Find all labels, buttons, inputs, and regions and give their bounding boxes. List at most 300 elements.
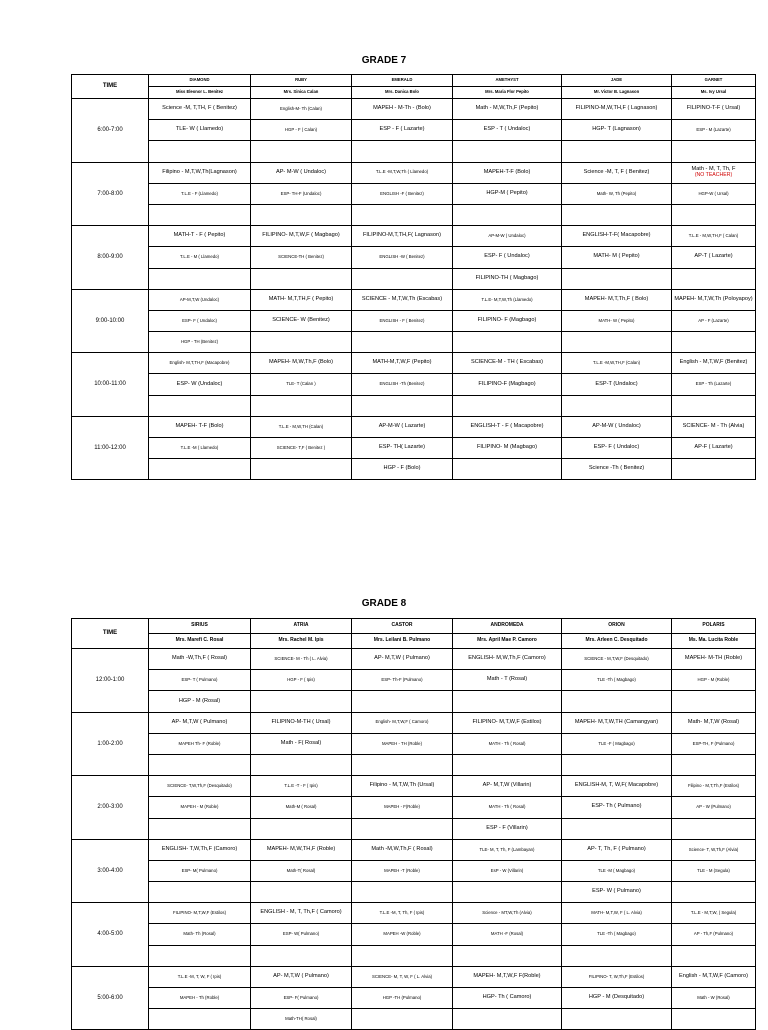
class-cell bbox=[149, 818, 251, 839]
class-subject-text: TLE -M ( Magbago) bbox=[597, 867, 636, 873]
class-subject-text: Math - M,W,Th,F (Pepito) bbox=[475, 105, 539, 112]
class-subject-text: FILIPINO- M (Magbago) bbox=[477, 444, 537, 451]
class-subject-text: FILIPINO- T, W,Th,F (Estilos) bbox=[588, 973, 645, 979]
class-cell bbox=[352, 733, 453, 754]
class-subject-text: MAPEH - Th (Roble) bbox=[179, 994, 220, 1000]
class-cell bbox=[149, 374, 251, 395]
class-subject-text: HGP- T (Lagnason) bbox=[592, 126, 641, 133]
class-subject-text: ESP- M( Pulmano) bbox=[181, 867, 218, 873]
class-cell bbox=[149, 247, 251, 268]
class-cell bbox=[672, 924, 756, 945]
class-cell bbox=[672, 353, 756, 374]
class-cell bbox=[562, 754, 672, 775]
class-subject-text: Math - F( Rosal) bbox=[280, 739, 322, 746]
time-slot: 6:00-7:00 bbox=[72, 99, 149, 163]
class-cell bbox=[352, 310, 453, 331]
class-cell bbox=[453, 1009, 562, 1030]
class-subject-text: ESP- F( Pulmano) bbox=[283, 994, 319, 1000]
adviser-name: Mrs. Danica Bolo bbox=[352, 87, 453, 99]
class-subject-text: AP - Th,F (Pulmano) bbox=[693, 931, 734, 937]
class-subject-text: ENGLISH-T - F ( Macapobre) bbox=[470, 422, 544, 429]
class-cell bbox=[453, 945, 562, 966]
class-cell bbox=[352, 839, 453, 860]
adviser-name: Mr. Victor B. Lagnason bbox=[562, 87, 672, 99]
class-cell bbox=[149, 776, 251, 797]
class-cell bbox=[251, 754, 352, 775]
class-cell bbox=[149, 988, 251, 1009]
schedule-row bbox=[72, 204, 756, 225]
class-subject-text: MAPEH- M,T,W,TH (Camangyan) bbox=[574, 718, 659, 725]
class-subject-text: MATH - Th ( Rosal) bbox=[488, 804, 526, 810]
class-subject-text: AP-M-W ( Lazarte) bbox=[378, 422, 426, 429]
class-cell bbox=[672, 1009, 756, 1030]
class-cell bbox=[562, 416, 672, 437]
class-cell bbox=[352, 289, 453, 310]
class-subject-text: English- M,T,W,F ( Camoro) bbox=[375, 719, 429, 725]
class-subject-text: MAPEH - TH (Roble) bbox=[381, 740, 423, 746]
class-cell bbox=[251, 649, 352, 670]
class-cell bbox=[562, 966, 672, 987]
schedule-row bbox=[72, 268, 756, 289]
class-cell bbox=[453, 733, 562, 754]
time-slot: 10:00-11:00 bbox=[72, 353, 149, 417]
class-cell bbox=[251, 395, 352, 416]
class-cell bbox=[149, 966, 251, 987]
section-header: POLARIS bbox=[672, 619, 756, 634]
class-cell bbox=[149, 204, 251, 225]
class-subject-text: Math -W,Th,F ( Rosal) bbox=[171, 655, 227, 662]
class-cell bbox=[672, 289, 756, 310]
class-cell bbox=[562, 903, 672, 924]
schedule-row bbox=[72, 924, 756, 945]
class-subject-text: ESP- W( Pulmano) bbox=[282, 931, 320, 937]
class-subject-text: AP- M,T,W ( Pulmano) bbox=[171, 718, 228, 725]
class-subject-text: SCIENCE- M - Th (Alvia) bbox=[682, 422, 745, 429]
schedule-row bbox=[72, 712, 756, 733]
class-subject-text: T.L.E -M,W,TH,F (Calan) bbox=[592, 360, 641, 366]
class-subject-text: T.L.E - M,W,TH (Calan) bbox=[278, 423, 324, 429]
class-subject-text: FILIPINO-TH ( Magbago) bbox=[475, 274, 539, 281]
adviser-name: Mrs. Arleen C. Desquitado bbox=[562, 634, 672, 649]
class-subject-text: ENGLISH-M, T, W,F( Macapobre) bbox=[574, 782, 659, 789]
class-subject-text: T.L.E -T - F ( Ipis) bbox=[284, 782, 318, 788]
class-subject-text: TLE - M (Segula) bbox=[697, 867, 730, 873]
class-cell bbox=[251, 204, 352, 225]
class-cell bbox=[149, 353, 251, 374]
class-cell bbox=[672, 966, 756, 987]
class-cell bbox=[251, 99, 352, 120]
class-subject-text: MAPEH -W (Roble) bbox=[383, 931, 421, 937]
class-cell bbox=[672, 438, 756, 459]
adviser-name: Ms. Ivy Ursal bbox=[672, 87, 756, 99]
class-cell bbox=[562, 670, 672, 691]
class-cell bbox=[672, 395, 756, 416]
class-cell bbox=[562, 839, 672, 860]
time-slot: 3:00-4:00 bbox=[72, 839, 149, 903]
class-subject-text: AP - W (Pulmano) bbox=[696, 804, 731, 810]
class-cell bbox=[251, 416, 352, 437]
class-cell bbox=[149, 310, 251, 331]
section-header: AMETHYST bbox=[453, 75, 562, 87]
class-subject-text: Math-M ( Rosal) bbox=[285, 804, 317, 810]
time-slot: 5:00-6:00 bbox=[72, 966, 149, 1030]
class-cell bbox=[352, 818, 453, 839]
schedule-row bbox=[72, 776, 756, 797]
class-cell bbox=[251, 438, 352, 459]
class-subject-text: ESP - Th (Lazarte) bbox=[695, 381, 732, 387]
schedule-row bbox=[72, 988, 756, 1009]
class-cell bbox=[453, 395, 562, 416]
class-cell bbox=[251, 310, 352, 331]
class-cell bbox=[149, 268, 251, 289]
class-subject-text: TLE- T (Calan ) bbox=[286, 381, 316, 387]
class-cell bbox=[149, 1009, 251, 1030]
section-header: GARNET bbox=[672, 75, 756, 87]
class-cell bbox=[672, 712, 756, 733]
class-cell bbox=[149, 226, 251, 247]
class-cell bbox=[453, 754, 562, 775]
class-subject-text: AP- M,T,W (Villarin) bbox=[482, 782, 532, 789]
class-cell bbox=[149, 733, 251, 754]
class-subject-text: ENGLISH- M,W,Th,F (Camoro) bbox=[468, 655, 546, 662]
class-subject-text: T.L.E -M ( Llamedo) bbox=[180, 444, 219, 450]
class-cell bbox=[352, 268, 453, 289]
class-subject-text: T.L.E - F (Llamedo) bbox=[181, 190, 218, 196]
class-subject-text: HGP - M (Rosal) bbox=[178, 697, 221, 704]
class-subject-text: ESP- W ( Pulmano) bbox=[592, 888, 641, 895]
class-cell bbox=[562, 818, 672, 839]
class-subject-text: SCIENCE- M, T, W, F ( L. Alvia) bbox=[371, 973, 433, 979]
schedule-row bbox=[72, 395, 756, 416]
class-cell bbox=[352, 797, 453, 818]
class-cell bbox=[251, 459, 352, 480]
class-cell bbox=[562, 141, 672, 162]
time-slot: 1:00-2:00 bbox=[72, 712, 149, 776]
class-cell bbox=[562, 649, 672, 670]
section-header: ANDROMEDA bbox=[453, 619, 562, 634]
class-subject-text: ENGLISH-T-F( Macapobre) bbox=[582, 232, 651, 239]
class-cell bbox=[672, 776, 756, 797]
class-cell bbox=[562, 247, 672, 268]
class-cell bbox=[562, 162, 672, 183]
class-cell bbox=[149, 395, 251, 416]
class-subject-text: T.L.E- M,T,W,Th (Llamedo) bbox=[481, 296, 533, 302]
class-subject-text: MATH - Th ( Rosal) bbox=[488, 740, 526, 746]
schedule-row bbox=[72, 332, 756, 353]
class-subject-text: HGP-W ( Ursal) bbox=[698, 190, 729, 196]
class-cell bbox=[672, 268, 756, 289]
class-cell bbox=[149, 860, 251, 881]
class-cell bbox=[562, 183, 672, 204]
class-subject-text: HGP -TH (Pulmano) bbox=[382, 994, 422, 1000]
schedule-row bbox=[72, 416, 756, 437]
class-subject-text: MAPEH- M,T,W,Th (Poloyapoy) bbox=[674, 295, 753, 302]
class-cell bbox=[672, 204, 756, 225]
class-subject-text: ESP- F ( Undaloc) bbox=[484, 253, 530, 260]
class-cell bbox=[352, 712, 453, 733]
class-cell bbox=[562, 459, 672, 480]
class-cell bbox=[453, 162, 562, 183]
class-subject-text: HGP - M (Desquitado) bbox=[588, 994, 645, 1001]
class-cell bbox=[453, 268, 562, 289]
class-cell bbox=[352, 924, 453, 945]
class-cell bbox=[562, 882, 672, 903]
class-subject-text: FILIPINO- M,T,W,F ( Magbago) bbox=[262, 232, 340, 239]
class-cell bbox=[251, 268, 352, 289]
class-subject-text: T.L.E - M,W,TH,F ( Calan) bbox=[688, 232, 739, 238]
class-subject-text: MAPEH- M-TH (Roble) bbox=[684, 655, 743, 662]
class-cell bbox=[149, 691, 251, 712]
adviser-name: Mrs. Sinica Calan bbox=[251, 87, 352, 99]
class-cell bbox=[453, 882, 562, 903]
class-cell bbox=[453, 332, 562, 353]
class-subject-text: Math- M,T,W (Rosal) bbox=[687, 718, 740, 725]
class-cell bbox=[672, 162, 756, 183]
class-cell bbox=[251, 903, 352, 924]
class-subject-text: MAPEH -T (Roble) bbox=[384, 867, 420, 873]
class-subject-text: HGP - M (Roble) bbox=[697, 677, 730, 683]
class-cell bbox=[352, 395, 453, 416]
class-cell bbox=[562, 332, 672, 353]
class-cell bbox=[149, 903, 251, 924]
class-subject-text: EsP - W (Villarin) bbox=[490, 867, 524, 873]
class-subject-text: T.L.E - M ( Llamedo) bbox=[180, 254, 219, 260]
class-subject-text: MAPEH- M,W,Th,F (Bolo) bbox=[268, 359, 334, 366]
class-cell bbox=[251, 226, 352, 247]
class-subject-text: FILIPINO-M,T,TH,F( Lagnason) bbox=[362, 232, 442, 239]
class-subject-text: FILIPINO-M-TH ( Ursal) bbox=[271, 718, 331, 725]
class-subject-text: T.L.E -M,T,W,Th ( Llamedo) bbox=[375, 169, 429, 175]
schedule-row bbox=[72, 733, 756, 754]
schedule-row bbox=[72, 945, 756, 966]
schedule-row bbox=[72, 141, 756, 162]
class-subject-text: MAPEH- M,W,TH,F (Roble) bbox=[266, 845, 336, 852]
schedule-row bbox=[72, 649, 756, 670]
class-cell bbox=[562, 204, 672, 225]
section-header: SIRIUS bbox=[149, 619, 251, 634]
class-cell bbox=[149, 162, 251, 183]
schedule-row bbox=[72, 438, 756, 459]
class-cell bbox=[149, 924, 251, 945]
schedule-row bbox=[72, 797, 756, 818]
class-subject-text: AP-F ( Lazarte) bbox=[694, 444, 733, 451]
adviser-name: Mrs. Marefi C. Rosal bbox=[149, 634, 251, 649]
class-cell bbox=[672, 416, 756, 437]
class-cell bbox=[453, 712, 562, 733]
section-header: DIAMOND bbox=[149, 75, 251, 87]
class-cell bbox=[562, 733, 672, 754]
class-cell bbox=[672, 649, 756, 670]
class-cell bbox=[672, 988, 756, 1009]
class-cell bbox=[149, 797, 251, 818]
class-subject-text: MAPEH- M,T,Th,F ( Bolo) bbox=[584, 295, 649, 302]
class-cell bbox=[149, 332, 251, 353]
schedule-row bbox=[72, 120, 756, 141]
class-cell bbox=[149, 289, 251, 310]
class-cell bbox=[672, 670, 756, 691]
class-subject-text: FILIPINO- F (Magbago) bbox=[477, 317, 537, 324]
schedule-row bbox=[72, 1009, 756, 1030]
class-cell bbox=[149, 754, 251, 775]
class-cell bbox=[251, 839, 352, 860]
class-cell bbox=[453, 670, 562, 691]
class-cell bbox=[562, 945, 672, 966]
class-cell bbox=[149, 416, 251, 437]
class-subject-text: SCIENCE-TH ( Benitez) bbox=[278, 254, 324, 260]
class-subject-text: TLE -F ( Magbago) bbox=[598, 740, 635, 746]
class-subject-text: ESP- Th ( Pulmano) bbox=[591, 803, 642, 810]
class-subject-text: ESP- TH( Lazarte) bbox=[379, 444, 425, 451]
class-cell bbox=[672, 818, 756, 839]
class-cell bbox=[562, 924, 672, 945]
class-subject-text: English- M,T,TH,F (Macapobre) bbox=[169, 360, 230, 366]
class-cell bbox=[672, 226, 756, 247]
class-subject-text: MAPEH- T-F (Bolo) bbox=[175, 422, 224, 429]
class-cell bbox=[149, 438, 251, 459]
adviser-name: Mrs. April Mae P. Camoro bbox=[453, 634, 562, 649]
time-header: TIME bbox=[72, 75, 149, 99]
class-cell bbox=[251, 1009, 352, 1030]
class-subject-text: ESP- TH-F (Undaloc) bbox=[280, 190, 322, 196]
section-header: JADE bbox=[562, 75, 672, 87]
class-cell bbox=[149, 649, 251, 670]
class-cell bbox=[352, 183, 453, 204]
section-header: RUBY bbox=[251, 75, 352, 87]
class-cell bbox=[453, 120, 562, 141]
class-subject-text: TLE- W ( Llamedo) bbox=[175, 126, 224, 133]
class-cell bbox=[251, 733, 352, 754]
class-cell bbox=[562, 797, 672, 818]
class-subject-text: Math - M, T, Th, F bbox=[691, 165, 736, 172]
time-slot: 12:00-1:00 bbox=[72, 649, 149, 713]
time-header: TIME bbox=[72, 619, 149, 649]
schedule-row bbox=[72, 818, 756, 839]
class-cell bbox=[453, 966, 562, 987]
class-cell bbox=[251, 945, 352, 966]
class-subject-text: Science -M, T, F ( Benitez) bbox=[583, 168, 650, 175]
class-subject-text: T.L.E -M, T, W, F ( Ipis) bbox=[177, 973, 222, 979]
class-subject-text: MAPEH - M-Th - (Bolo) bbox=[373, 105, 431, 112]
class-cell bbox=[562, 988, 672, 1009]
class-subject-text: Science -Th ( Benitez) bbox=[588, 465, 645, 472]
class-subject-text: ENGLISH -Th (Benitez) bbox=[379, 381, 425, 387]
class-cell bbox=[352, 776, 453, 797]
class-subject-text: ENGLISH -F ( Benitez) bbox=[380, 190, 424, 196]
class-subject-text: Math-T( Rosal) bbox=[286, 867, 316, 873]
class-subject-text: MATH- M,T,W, F ( L. Alvia) bbox=[591, 910, 642, 916]
class-subject-text: HGP - F (Bolo) bbox=[383, 465, 421, 472]
class-subject-text: ESP- W (Undaloc) bbox=[176, 380, 223, 387]
class-subject-text: SCIENCE - M,T,W,F (Desquitado) bbox=[584, 655, 649, 661]
class-subject-text: AP-T ( Lazarte) bbox=[694, 253, 733, 260]
class-cell bbox=[352, 416, 453, 437]
class-subject-text: SCIENCE- T,F ( Benitez ) bbox=[276, 444, 326, 450]
class-subject-text: ESP - M (Lazarte) bbox=[696, 127, 731, 133]
class-cell bbox=[251, 712, 352, 733]
schedule-row bbox=[72, 903, 756, 924]
class-cell bbox=[672, 374, 756, 395]
class-cell bbox=[149, 882, 251, 903]
class-cell bbox=[251, 860, 352, 881]
class-cell bbox=[453, 691, 562, 712]
class-cell bbox=[251, 332, 352, 353]
class-cell bbox=[453, 289, 562, 310]
adviser-name: Mrs. Rachel M. Ipis bbox=[251, 634, 352, 649]
class-cell bbox=[453, 649, 562, 670]
class-subject-text: Filipino - M,T,W,Th (Ursal) bbox=[369, 782, 435, 789]
class-cell bbox=[672, 141, 756, 162]
class-cell bbox=[672, 459, 756, 480]
class-cell bbox=[562, 776, 672, 797]
class-cell bbox=[453, 247, 562, 268]
class-cell bbox=[352, 649, 453, 670]
class-cell bbox=[672, 691, 756, 712]
class-cell bbox=[149, 183, 251, 204]
schedule-row bbox=[72, 162, 756, 183]
class-subject-text: MAPEH Th- F (Roble) bbox=[178, 740, 221, 746]
class-subject-text: MATH- M ( Pepito) bbox=[593, 253, 640, 260]
class-cell bbox=[453, 903, 562, 924]
class-subject-text: MATH-M,T,W,F (Pepito) bbox=[372, 359, 432, 366]
class-subject-text: Math- W, Th (Pepito) bbox=[596, 190, 637, 196]
class-subject-text: HGP- Th ( Camoro) bbox=[482, 994, 532, 1001]
class-subject-text: Math - W (Rosal) bbox=[697, 994, 730, 1000]
class-cell bbox=[562, 268, 672, 289]
class-cell bbox=[352, 374, 453, 395]
class-cell bbox=[352, 903, 453, 924]
class-cell bbox=[251, 882, 352, 903]
class-cell bbox=[453, 988, 562, 1009]
class-cell bbox=[562, 353, 672, 374]
class-cell bbox=[672, 733, 756, 754]
class-cell bbox=[453, 438, 562, 459]
class-subject-text: Science -M, T,TH, F ( Benitez) bbox=[162, 105, 237, 112]
class-cell bbox=[562, 712, 672, 733]
class-subject-text: Science- T, W,Th,F (Alvia) bbox=[688, 846, 739, 852]
class-cell bbox=[562, 120, 672, 141]
class-subject-text: MATH-T - F ( Pepito) bbox=[173, 232, 226, 239]
class-subject-text: TLE- M, T, Th, F (Lambayan) bbox=[479, 846, 535, 852]
schedule-row bbox=[72, 183, 756, 204]
no-teacher-note: (NO TEACHER) bbox=[694, 171, 733, 178]
time-slot: 11:00-12:00 bbox=[72, 416, 149, 480]
class-cell bbox=[149, 141, 251, 162]
class-subject-text: AP-M-W ( Undaloc) bbox=[592, 422, 641, 429]
class-subject-text: AP- T, Th, F ( Pulmano) bbox=[587, 845, 646, 852]
schedule-row bbox=[72, 99, 756, 120]
class-cell bbox=[562, 395, 672, 416]
class-cell bbox=[149, 99, 251, 120]
class-subject-text: ENGLISH -W ( Benitez) bbox=[379, 254, 425, 260]
class-cell bbox=[251, 353, 352, 374]
class-cell bbox=[453, 459, 562, 480]
class-cell bbox=[453, 226, 562, 247]
class-subject-text: ESP- Th-F (Pulmano) bbox=[381, 677, 423, 683]
schedule-row bbox=[72, 754, 756, 775]
time-slot: 2:00-3:00 bbox=[72, 776, 149, 840]
class-cell bbox=[352, 141, 453, 162]
schedule-row bbox=[72, 374, 756, 395]
class-subject-text: Science - MT,W,Th (Alvia) bbox=[482, 910, 532, 916]
grade7-schedule-table bbox=[71, 74, 756, 480]
class-cell bbox=[149, 712, 251, 733]
schedule-row bbox=[72, 839, 756, 860]
class-subject-text: HGP - TH (Benitez) bbox=[180, 338, 219, 344]
time-slot: 7:00-8:00 bbox=[72, 162, 149, 226]
class-cell bbox=[672, 882, 756, 903]
schedule-row bbox=[72, 247, 756, 268]
class-cell bbox=[352, 332, 453, 353]
